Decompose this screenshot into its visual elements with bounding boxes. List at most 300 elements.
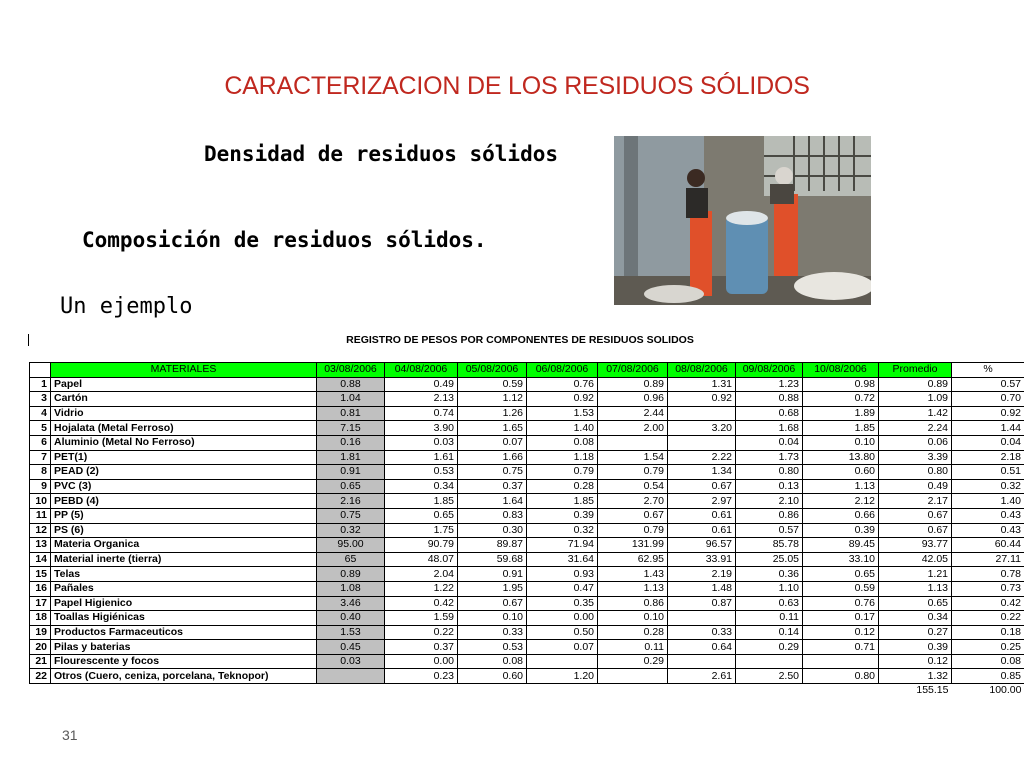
average-cell: 0.65 <box>879 596 952 611</box>
percent-cell: 2.18 <box>952 450 1024 465</box>
weight-cell: 0.47 <box>527 581 598 596</box>
weight-cell: 0.91 <box>458 567 527 582</box>
weight-cell: 2.19 <box>668 567 736 582</box>
percent-cell: 0.73 <box>952 581 1024 596</box>
header-average: Promedio <box>879 363 952 378</box>
weight-cell: 1.20 <box>527 669 598 684</box>
weight-cell: 0.83 <box>458 508 527 523</box>
table-row <box>30 669 1024 684</box>
weight-cell: 1.13 <box>803 479 879 494</box>
weight-cell: 2.97 <box>668 494 736 509</box>
row-index: 9 <box>30 479 51 494</box>
weight-cell: 0.92 <box>527 392 598 407</box>
material-name: Vidrio <box>51 406 317 421</box>
weight-cell: 0.81 <box>317 406 385 421</box>
weight-cell: 1.12 <box>458 392 527 407</box>
material-name: Papel <box>51 377 317 392</box>
weight-cell: 1.04 <box>317 392 385 407</box>
table-row <box>30 377 1024 392</box>
weight-cell: 1.85 <box>527 494 598 509</box>
percent-cell: 0.78 <box>952 567 1024 582</box>
weight-cell: 0.75 <box>458 465 527 480</box>
weight-cell: 2.44 <box>598 406 668 421</box>
weight-cell: 0.49 <box>385 377 458 392</box>
weight-cell: 0.63 <box>736 596 803 611</box>
total-average: 155.15 <box>916 684 949 697</box>
weight-cell: 7.15 <box>317 421 385 436</box>
weight-cell: 0.16 <box>317 435 385 450</box>
weight-cell: 0.00 <box>527 611 598 626</box>
weight-cell: 0.32 <box>527 523 598 538</box>
weight-cell: 0.14 <box>736 625 803 640</box>
row-index: 5 <box>30 421 51 436</box>
header-day: 08/08/2006 <box>668 363 736 378</box>
weight-cell: 1.66 <box>458 450 527 465</box>
header-percent: % <box>952 363 1024 378</box>
average-cell: 1.32 <box>879 669 952 684</box>
weight-cell <box>317 669 385 684</box>
weight-cell: 1.85 <box>385 494 458 509</box>
empty-cell <box>527 684 598 698</box>
average-cell: 1.09 <box>879 392 952 407</box>
weight-cell: 0.61 <box>668 508 736 523</box>
weight-cell <box>668 406 736 421</box>
average-cell: 1.13 <box>879 581 952 596</box>
weight-cell: 0.10 <box>803 435 879 450</box>
weight-cell: 0.92 <box>668 392 736 407</box>
weight-cell: 0.37 <box>385 640 458 655</box>
weight-cell: 0.87 <box>668 596 736 611</box>
weight-cell: 0.34 <box>385 479 458 494</box>
material-name: Hojalata (Metal Ferroso) <box>51 421 317 436</box>
percent-cell: 60.44 <box>952 538 1024 553</box>
weight-cell: 0.66 <box>803 508 879 523</box>
weight-cell: 0.11 <box>736 611 803 626</box>
header-day: 09/08/2006 <box>736 363 803 378</box>
weight-cell: 0.88 <box>736 392 803 407</box>
material-name: Pilas y baterias <box>51 640 317 655</box>
weight-cell: 0.59 <box>803 581 879 596</box>
weight-cell: 0.96 <box>598 392 668 407</box>
weight-cell: 0.79 <box>598 523 668 538</box>
weight-cell: 1.89 <box>803 406 879 421</box>
subtitle-example: Un ejemplo <box>60 294 193 319</box>
percent-cell: 0.70 <box>952 392 1024 407</box>
weight-cell: 1.48 <box>668 581 736 596</box>
table-row <box>30 494 1024 509</box>
weight-cell: 0.53 <box>458 640 527 655</box>
weight-cell: 0.67 <box>598 508 668 523</box>
slide-title: CARACTERIZACION DE LOS RESIDUOS SÓLIDOS <box>224 72 810 100</box>
table-row <box>30 567 1024 582</box>
weight-cell: 31.64 <box>527 552 598 567</box>
weight-cell: 0.89 <box>598 377 668 392</box>
material-name: Pañales <box>51 581 317 596</box>
weight-cell: 0.86 <box>598 596 668 611</box>
weight-cell: 1.75 <box>385 523 458 538</box>
average-cell: 0.67 <box>879 523 952 538</box>
material-name: PEBD (4) <box>51 494 317 509</box>
average-cell: 1.42 <box>879 406 952 421</box>
percent-cell: 0.43 <box>952 508 1024 523</box>
weight-cell: 65 <box>317 552 385 567</box>
weight-cell: 0.57 <box>736 523 803 538</box>
header-day: 07/08/2006 <box>598 363 668 378</box>
material-name: PET(1) <box>51 450 317 465</box>
percent-cell: 0.43 <box>952 523 1024 538</box>
material-name: Aluminio (Metal No Ferroso) <box>51 435 317 450</box>
weight-cell: 1.65 <box>458 421 527 436</box>
weight-cell: 0.76 <box>527 377 598 392</box>
weight-cell: 95.00 <box>317 538 385 553</box>
percent-cell: 0.18 <box>952 625 1024 640</box>
weight-cell: 0.40 <box>317 611 385 626</box>
weight-cell: 0.60 <box>803 465 879 480</box>
empty-cell <box>51 684 317 698</box>
waste-weights-table <box>29 362 1024 698</box>
photo-illustration <box>614 136 871 305</box>
row-index: 3 <box>30 392 51 407</box>
weight-cell: 1.61 <box>385 450 458 465</box>
weight-cell: 0.37 <box>458 479 527 494</box>
row-index: 14 <box>30 552 51 567</box>
material-name: Telas <box>51 567 317 582</box>
weight-cell: 0.17 <box>803 611 879 626</box>
row-index: 6 <box>30 435 51 450</box>
weight-cell: 90.79 <box>385 538 458 553</box>
percent-cell: 0.25 <box>952 640 1024 655</box>
weight-cell: 1.40 <box>527 421 598 436</box>
weight-cell <box>598 435 668 450</box>
percent-cell: 0.42 <box>952 596 1024 611</box>
average-cell: 0.34 <box>879 611 952 626</box>
weight-cell: 2.61 <box>668 669 736 684</box>
header-day: 10/08/2006 <box>803 363 879 378</box>
weight-cell: 3.46 <box>317 596 385 611</box>
material-name: Toallas Higiénicas <box>51 611 317 626</box>
weight-cell: 1.43 <box>598 567 668 582</box>
percent-cell: 0.32 <box>952 479 1024 494</box>
material-name: Material inerte (tierra) <box>51 552 317 567</box>
header-day: 04/08/2006 <box>385 363 458 378</box>
percent-cell: 0.85 <box>952 669 1024 684</box>
row-index: 22 <box>30 669 51 684</box>
average-cell: 3.39 <box>879 450 952 465</box>
table-row <box>30 596 1024 611</box>
weight-cell: 0.39 <box>803 523 879 538</box>
material-name: Productos Farmaceuticos <box>51 625 317 640</box>
weight-cell: 0.10 <box>458 611 527 626</box>
empty-cell <box>317 684 385 698</box>
table-row <box>30 581 1024 596</box>
weight-cell: 89.87 <box>458 538 527 553</box>
table-row <box>30 450 1024 465</box>
weight-cell: 0.08 <box>458 654 527 669</box>
total-percent: 100.00 <box>989 684 1022 697</box>
average-cell: 0.06 <box>879 435 952 450</box>
percent-cell: 0.22 <box>952 611 1024 626</box>
table-row <box>30 435 1024 450</box>
weight-cell: 0.50 <box>527 625 598 640</box>
table-body <box>30 377 1024 698</box>
weight-cell: 1.59 <box>385 611 458 626</box>
weight-cell: 0.80 <box>736 465 803 480</box>
row-index: 13 <box>30 538 51 553</box>
row-index: 8 <box>30 465 51 480</box>
weight-cell: 0.86 <box>736 508 803 523</box>
header-index <box>30 363 51 378</box>
weight-cell <box>668 435 736 450</box>
weight-cell: 0.79 <box>598 465 668 480</box>
weight-cell <box>598 669 668 684</box>
weight-cell: 2.70 <box>598 494 668 509</box>
table-header-row <box>30 363 1024 378</box>
empty-cell <box>385 684 458 698</box>
material-name: PVC (3) <box>51 479 317 494</box>
weight-cell: 71.94 <box>527 538 598 553</box>
weight-cell: 0.42 <box>385 596 458 611</box>
workers-photo <box>614 136 871 305</box>
average-cell: 0.67 <box>879 508 952 523</box>
weight-cell: 0.12 <box>803 625 879 640</box>
weight-cell: 0.65 <box>803 567 879 582</box>
weight-cell: 0.65 <box>385 508 458 523</box>
empty-cell <box>598 684 668 698</box>
weight-cell: 33.91 <box>668 552 736 567</box>
weight-cell: 1.18 <box>527 450 598 465</box>
empty-cell <box>736 684 803 698</box>
weight-cell: 1.64 <box>458 494 527 509</box>
weight-cell: 3.90 <box>385 421 458 436</box>
table-row <box>30 654 1024 669</box>
percent-cell: 0.08 <box>952 654 1024 669</box>
weight-cell: 0.33 <box>458 625 527 640</box>
weight-cell: 0.10 <box>598 611 668 626</box>
table-row <box>30 552 1024 567</box>
average-cell: 2.24 <box>879 421 952 436</box>
empty-cell <box>668 684 736 698</box>
weight-cell: 1.08 <box>317 581 385 596</box>
row-index: 10 <box>30 494 51 509</box>
weight-cell: 0.71 <box>803 640 879 655</box>
totals-row <box>30 684 1024 698</box>
row-index: 11 <box>30 508 51 523</box>
material-name: Otros (Cuero, ceniza, porcelana, Teknopor) <box>51 669 317 684</box>
weight-cell: 2.10 <box>736 494 803 509</box>
weight-cell: 0.03 <box>385 435 458 450</box>
material-name: PP (5) <box>51 508 317 523</box>
weight-cell: 0.80 <box>803 669 879 684</box>
average-cell: 0.27 <box>879 625 952 640</box>
weight-cell: 85.78 <box>736 538 803 553</box>
weight-cell: 1.85 <box>803 421 879 436</box>
weight-cell: 0.65 <box>317 479 385 494</box>
weight-cell: 0.64 <box>668 640 736 655</box>
weight-cell: 0.91 <box>317 465 385 480</box>
weight-cell: 0.93 <box>527 567 598 582</box>
weight-cell: 1.13 <box>598 581 668 596</box>
weight-cell: 3.20 <box>668 421 736 436</box>
row-index: 20 <box>30 640 51 655</box>
weight-cell: 1.34 <box>668 465 736 480</box>
material-name: Materia Organica <box>51 538 317 553</box>
weight-cell: 0.98 <box>803 377 879 392</box>
percent-cell: 1.44 <box>952 421 1024 436</box>
weight-cell: 25.05 <box>736 552 803 567</box>
weight-cell: 1.22 <box>385 581 458 596</box>
weight-cell: 0.60 <box>458 669 527 684</box>
weight-cell: 0.29 <box>736 640 803 655</box>
weight-cell: 0.72 <box>803 392 879 407</box>
weight-cell: 0.79 <box>527 465 598 480</box>
row-index: 7 <box>30 450 51 465</box>
percent-cell: 0.57 <box>952 377 1024 392</box>
row-index: 19 <box>30 625 51 640</box>
weight-cell: 0.29 <box>598 654 668 669</box>
weight-cell: 2.00 <box>598 421 668 436</box>
material-name: PS (6) <box>51 523 317 538</box>
table-row <box>30 392 1024 407</box>
table-row <box>30 479 1024 494</box>
header-day: 03/08/2006 <box>317 363 385 378</box>
header-day: 06/08/2006 <box>527 363 598 378</box>
table-row <box>30 508 1024 523</box>
row-index: 15 <box>30 567 51 582</box>
table-row <box>30 625 1024 640</box>
weight-cell: 0.28 <box>598 625 668 640</box>
header-materials: MATERIALES <box>51 363 317 378</box>
average-cell: 1.21 <box>879 567 952 582</box>
weight-cell: 0.33 <box>668 625 736 640</box>
weight-cell: 0.76 <box>803 596 879 611</box>
weight-cell: 2.04 <box>385 567 458 582</box>
weight-cell: 1.73 <box>736 450 803 465</box>
average-cell: 0.49 <box>879 479 952 494</box>
weight-cell: 0.67 <box>668 479 736 494</box>
weight-cell: 0.22 <box>385 625 458 640</box>
weight-cell: 1.68 <box>736 421 803 436</box>
row-index: 18 <box>30 611 51 626</box>
material-name: Papel Higienico <box>51 596 317 611</box>
weight-cell: 1.26 <box>458 406 527 421</box>
weight-cell: 89.45 <box>803 538 879 553</box>
weight-cell: 1.53 <box>317 625 385 640</box>
weight-cell <box>668 654 736 669</box>
table-row <box>30 421 1024 436</box>
average-cell: 0.89 <box>879 377 952 392</box>
weight-cell: 2.16 <box>317 494 385 509</box>
weight-cell: 0.36 <box>736 567 803 582</box>
weight-cell: 48.07 <box>385 552 458 567</box>
weight-cell: 0.45 <box>317 640 385 655</box>
weight-cell: 0.07 <box>527 640 598 655</box>
average-cell: 2.17 <box>879 494 952 509</box>
weight-cell: 131.99 <box>598 538 668 553</box>
weight-cell: 0.04 <box>736 435 803 450</box>
subtitle-density: Densidad de residuos sólidos <box>204 142 559 166</box>
table-row <box>30 640 1024 655</box>
weight-cell <box>527 654 598 669</box>
table-row <box>30 465 1024 480</box>
average-cell: 93.77 <box>879 538 952 553</box>
weight-cell: 59.68 <box>458 552 527 567</box>
table-caption: REGISTRO DE PESOS POR COMPONENTES DE RESIDUOS SOLIDOS <box>346 334 694 346</box>
weight-cell: 1.23 <box>736 377 803 392</box>
weight-cell: 1.53 <box>527 406 598 421</box>
weight-cell: 1.31 <box>668 377 736 392</box>
row-index: 4 <box>30 406 51 421</box>
weight-cell: 33.10 <box>803 552 879 567</box>
header-day: 05/08/2006 <box>458 363 527 378</box>
row-index: 21 <box>30 654 51 669</box>
percent-cell: 0.04 <box>952 435 1024 450</box>
weight-cell: 1.81 <box>317 450 385 465</box>
weight-cell: 13.80 <box>803 450 879 465</box>
weight-cell: 0.68 <box>736 406 803 421</box>
weight-cell: 0.74 <box>385 406 458 421</box>
material-name: PEAD (2) <box>51 465 317 480</box>
weight-cell: 0.28 <box>527 479 598 494</box>
percent-cell: 0.51 <box>952 465 1024 480</box>
weight-cell: 0.89 <box>317 567 385 582</box>
weight-cell: 2.50 <box>736 669 803 684</box>
weight-cell: 0.11 <box>598 640 668 655</box>
percent-cell: 1.40 <box>952 494 1024 509</box>
weight-cell: 0.03 <box>317 654 385 669</box>
weight-cell: 96.57 <box>668 538 736 553</box>
table-row <box>30 523 1024 538</box>
table-row <box>30 538 1024 553</box>
row-index: 1 <box>30 377 51 392</box>
weight-cell: 0.39 <box>527 508 598 523</box>
weight-cell: 0.61 <box>668 523 736 538</box>
weight-cell: 0.13 <box>736 479 803 494</box>
weight-cell: 2.12 <box>803 494 879 509</box>
percent-cell: 0.92 <box>952 406 1024 421</box>
weight-cell: 1.10 <box>736 581 803 596</box>
row-index: 17 <box>30 596 51 611</box>
weight-cell: 0.07 <box>458 435 527 450</box>
weight-cell: 0.88 <box>317 377 385 392</box>
average-cell: 0.39 <box>879 640 952 655</box>
weight-cell: 1.54 <box>598 450 668 465</box>
weight-cell: 0.54 <box>598 479 668 494</box>
average-cell: 0.80 <box>879 465 952 480</box>
weight-cell: 0.67 <box>458 596 527 611</box>
weight-cell: 0.35 <box>527 596 598 611</box>
weight-cell: 0.30 <box>458 523 527 538</box>
row-index: 12 <box>30 523 51 538</box>
weight-cell: 0.75 <box>317 508 385 523</box>
weight-cell: 2.13 <box>385 392 458 407</box>
table-row <box>30 406 1024 421</box>
weight-cell: 2.22 <box>668 450 736 465</box>
weight-cell: 62.95 <box>598 552 668 567</box>
table-row <box>30 611 1024 626</box>
weight-cell: 0.00 <box>385 654 458 669</box>
page-number: 31 <box>62 727 78 743</box>
empty-cell <box>803 684 879 698</box>
weight-cell: 0.59 <box>458 377 527 392</box>
material-name: Cartón <box>51 392 317 407</box>
row-index: 16 <box>30 581 51 596</box>
weight-cell <box>803 654 879 669</box>
subtitle-composition: Composición de residuos sólidos. <box>82 228 487 252</box>
weight-cell: 0.08 <box>527 435 598 450</box>
weight-cell <box>668 611 736 626</box>
weight-cell: 0.23 <box>385 669 458 684</box>
weight-cell: 1.95 <box>458 581 527 596</box>
